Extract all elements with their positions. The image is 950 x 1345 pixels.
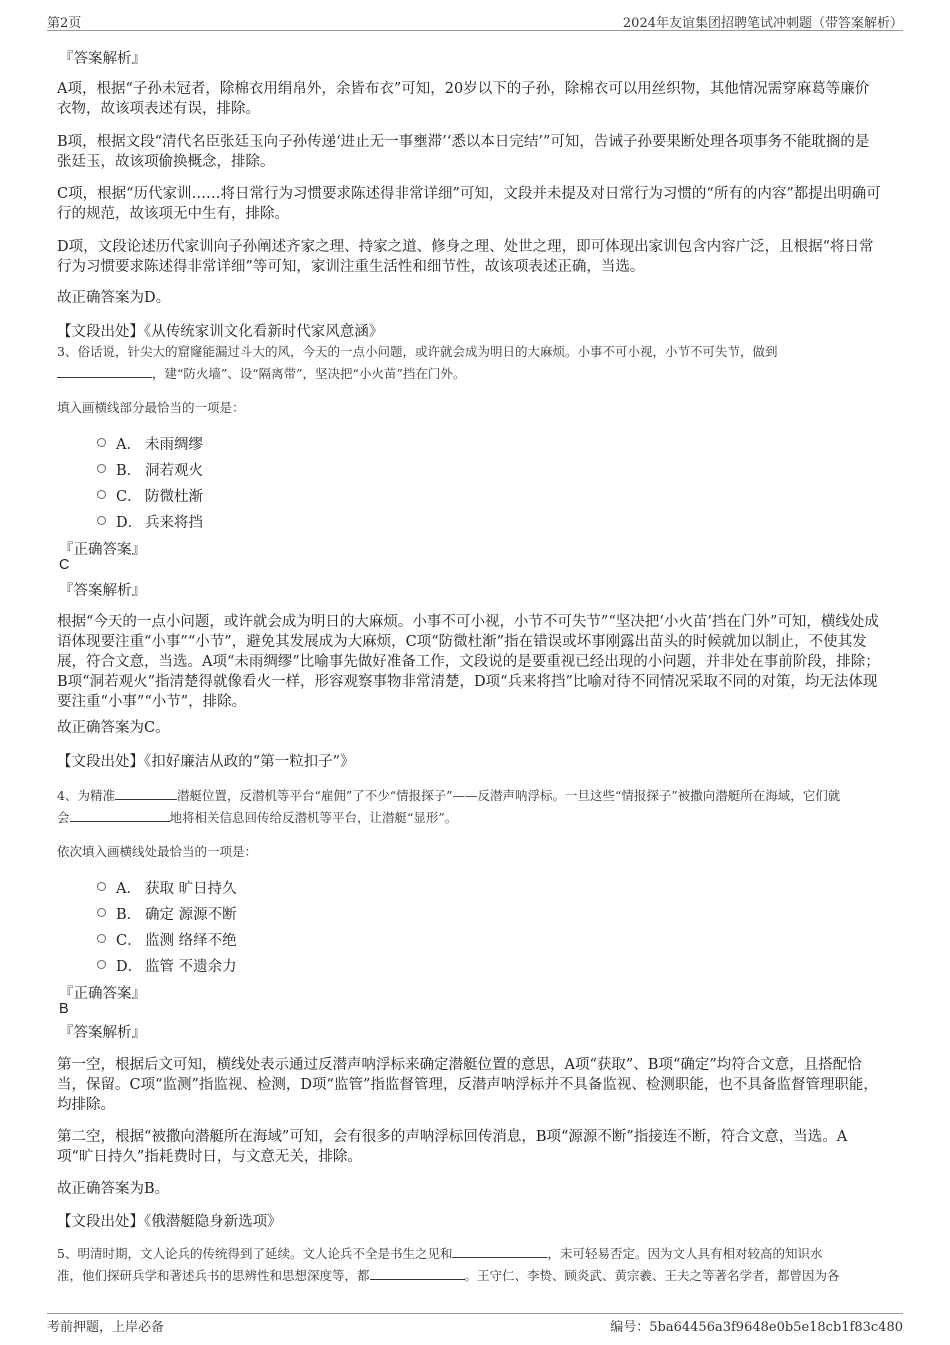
question-3-analysis: 根据“今天的一点小问题，或许就会成为明日的大麻烦。小事不可小视，小节不可失节”“坚决把‘小火苗’挡在门外”可知，横线处成语体现要注重“小事”“小节”，避免其发展成为大麻烦，C项“防微杜渐”指在错误或坏事刚露出苗头的时候就加以制止，不使其发展，符合文意，当选。A项“未雨绸缪”比喻事先做好准备工作，文段说的是要重视已经出现的小问题，并非处在事前阶段，排除；B项“洞若观火”指清楚得就像看火一样，形容观察事物非常清楚，D项“兵来将挡”比喻对待不同情况采取不同的对策，均无法体现要注重“小事”“小节”，排除。 (57, 614, 880, 710)
answer-blank (452, 1245, 547, 1258)
analysis-paragraph-c: C项，根据“历代家训……将日常行为习惯要求陈述得非常详细”可知，文段并未提及对日常行为习惯的“所有的内容”都提出明确可行的规范，故该项无中生有，排除。 (57, 186, 881, 222)
page-footer (47, 1313, 903, 1336)
analysis-mark: 『答案解析』 (59, 1025, 146, 1041)
analysis-paragraph-a: A项，根据“子孙未冠者，除棉衣用绢帛外，余皆布衣”可知，20岁以下的子孙，除棉衣可以用丝织物，其他情况需穿麻葛等廉价衣物，故该项表述有误，排除。 (57, 81, 870, 117)
radio-button-icon[interactable] (97, 882, 106, 891)
radio-button-icon[interactable] (97, 438, 106, 447)
passage-source: 【文段出处】《俄潜艇隐身新选项》 (57, 1214, 282, 1230)
radio-button-icon[interactable] (97, 960, 106, 969)
passage-source: 【文段出处】《从传统家训文化看新时代家风意涵》 (57, 324, 384, 340)
analysis-paragraph-b: B项，根据文段“清代名臣张廷玉向子孙传递‘进止无一事壅滞’‘悉以本日完结’”可知，告诫子孙要果断处理各项事务不能耽搁的是张廷玉，故该项偷换概念，排除。 (57, 134, 870, 170)
answer-conclusion: 故正确答案为D。 (57, 290, 171, 306)
question-4-instruction: 依次填入画横线处最恰当的一项是： (57, 844, 258, 859)
page-number: 第2页 (47, 16, 82, 31)
question-5-stem: 5、明清时期，文人论兵的传统得到了延续。文人论兵不全是书生之见和 ，未可轻易否定。因为文人具有相对较高的知识水 准，他们探研兵学和著述兵书的思辨性和思想深度等，都 。王守仁、李贽、顾炎武、黄宗羲、王夫之等著名学者，都曾因为各 (57, 1246, 840, 1283)
passage-source: 【文段出处】《扣好廉洁从政的“第一粒扣子”》 (57, 754, 355, 770)
answer-blank (57, 365, 152, 378)
answer-conclusion: 故正确答案为C。 (57, 720, 170, 736)
radio-button-icon[interactable] (97, 934, 106, 943)
answer-blank (115, 787, 177, 800)
question-4-analysis-2: 第二空，根据“被撒向潜艇所在海域”可知，会有很多的声呐浮标回传消息，B项“源源不断”指接连不断，符合文意，当选。A项“旷日持久”指耗费时日，与文意无关，排除。 (57, 1129, 848, 1165)
radio-button-icon[interactable] (97, 490, 106, 499)
answer-blank (370, 1267, 465, 1280)
document-title: 2024年友谊集团招聘笔试冲刺题（带答案解析） (622, 16, 903, 31)
document-id: 编号：5ba64456a3f9648e0b5e18cb1f83c480 (610, 1320, 903, 1335)
correct-answer: B (59, 1001, 69, 1017)
analysis-mark: 『答案解析』 (59, 583, 146, 599)
page-header (47, 12, 903, 31)
radio-button-icon[interactable] (97, 464, 106, 473)
question-4-stem: 4、为精准 潜艇位置，反潜机等平台“雇佣”了不少“情报探子”——反潜声呐浮标。一旦这些“情报探子”被撒向潜艇所在海域，它们就 会 地将相关信息回传给反潜机等平台，让潜艇“显形”。 (57, 788, 841, 825)
analysis-mark: 『答案解析』 (59, 51, 146, 67)
question-3-stem: 3、俗话说，针尖大的窟窿能漏过斗大的风，今天的一点小问题，或许就会成为明日的大麻烦。小事不可小视，小节不可失节，做到 ，建“防火墙”、设“隔离带”，坚决把“小火苗”挡在门外。 (57, 344, 778, 381)
footer-slogan: 考前押题，上岸必备 (47, 1320, 165, 1335)
question-3-instruction: 填入画横线部分最恰当的一项是： (57, 400, 245, 415)
correct-answer: C (59, 557, 70, 573)
radio-button-icon[interactable] (97, 908, 106, 917)
correct-answer-mark: 『正确答案』 (59, 542, 146, 558)
analysis-paragraph-d: D项，文段论述历代家训向子孙阐述齐家之理、持家之道、修身之理、处世之理，即可体现出家训包含内容广泛，且根据“将日常行为习惯要求陈述得非常详细”等可知，家训注重生活性和细节性，故该项表述正确，当选。 (57, 239, 874, 275)
answer-conclusion: 故正确答案为B。 (57, 1181, 170, 1197)
correct-answer-mark: 『正确答案』 (59, 986, 146, 1002)
answer-blank (70, 809, 170, 822)
question-4-analysis-1: 第一空，根据后文可知，横线处表示通过反潜声呐浮标来确定潜艇位置的意思，A项“获取”、B项“确定”均符合文意，且搭配恰当，保留。C项“监测”指监视、检测，D项“监管”指监督管理，反潜声呐浮标并不具备监视、检测职能，也不具备监督管理职能，均排除。 (57, 1057, 878, 1113)
radio-button-icon[interactable] (97, 516, 106, 525)
